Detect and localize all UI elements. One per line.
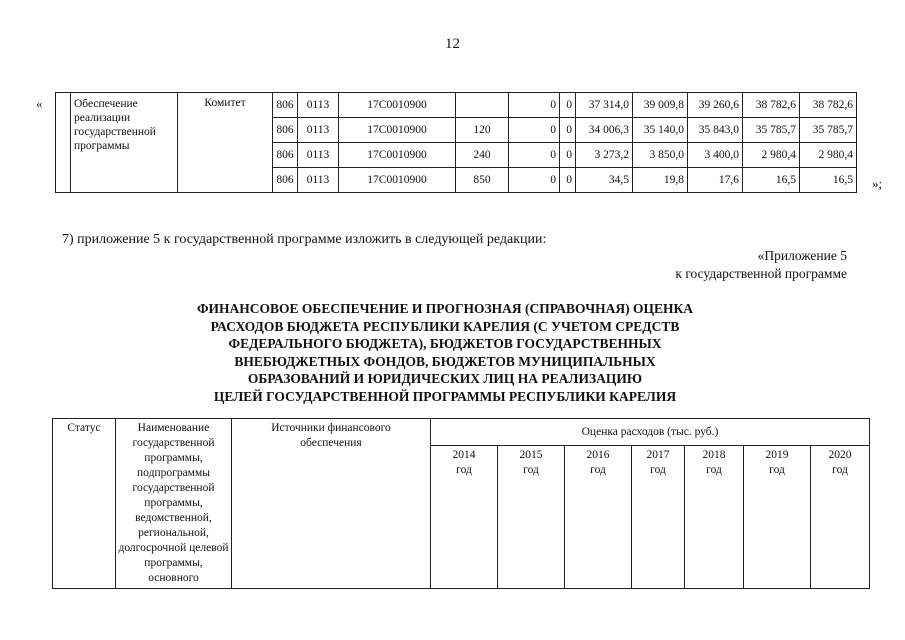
value-cell: 16,5 [743, 168, 800, 193]
year-header [565, 446, 632, 589]
title-line: ВНЕБЮДЖЕТНЫХ ФОНДОВ, БЮДЖЕТОВ МУНИЦИПАЛЬНЫХ [234, 353, 656, 369]
open-quote: « [36, 96, 43, 111]
year-header [498, 446, 565, 589]
year-number: 2020 [828, 449, 852, 461]
vr-cell [456, 93, 509, 118]
value-cell: 2 980,4 [800, 143, 857, 168]
year-header [744, 446, 811, 589]
grbs-cell: 806 [273, 93, 298, 118]
rzpr-cell: 0113 [298, 168, 339, 193]
name-header-line: ведомственной, [135, 512, 212, 524]
paragraph-7: 7) приложение 5 к государственной программе изложить в следующей редакции: [62, 232, 547, 247]
value-cell: 17,6 [688, 168, 743, 193]
year-number: 2019 [765, 449, 789, 461]
year-number: 2016 [586, 449, 610, 461]
grbs-cell: 806 [273, 143, 298, 168]
value-cell: 39 260,6 [688, 93, 743, 118]
value-cell: 38 782,6 [743, 93, 800, 118]
value-cell: 35 140,0 [633, 118, 688, 143]
status-header: Статус [53, 419, 116, 589]
vr-cell: 240 [456, 143, 509, 168]
title-line: ОБРАЗОВАНИЙ И ЮРИДИЧЕСКИХ ЛИЦ НА РЕАЛИЗАЦИЮ [247, 371, 643, 386]
estimate-header: Оценка расходов (тыс. руб.) [431, 419, 870, 446]
csr-cell: 17С0010900 [339, 118, 456, 143]
source-header-line: Источники финансового [271, 422, 391, 434]
code-cell: 0 [560, 168, 576, 193]
year-label: год [650, 464, 666, 476]
year-label: год [456, 464, 472, 476]
year-number: 2015 [519, 449, 543, 461]
year-header [811, 446, 870, 589]
value-cell: 35 785,7 [743, 118, 800, 143]
top-budget-table [55, 92, 857, 193]
table-header-row [53, 419, 870, 446]
year-number: 2018 [702, 449, 726, 461]
page-number: 12 [445, 36, 460, 52]
year-label: год [706, 464, 722, 476]
source-header-line: обеспечения [300, 437, 362, 449]
title-line: ФИНАНСОВОЕ ОБЕСПЕЧЕНИЕ И ПРОГНОЗНАЯ (СПРАВОЧНАЯ) ОЦЕНКА [196, 301, 694, 316]
value-cell: 37 314,0 [576, 93, 633, 118]
year-number: 2014 [452, 449, 476, 461]
grbs-cell: 806 [273, 168, 298, 193]
name-header-line: Наименование [137, 422, 210, 434]
value-cell: 39 009,8 [633, 93, 688, 118]
name-header-line: региональной, [138, 527, 209, 539]
year-header [685, 446, 744, 589]
appendix-subheading: к государственной программе [675, 266, 847, 281]
empty-cell [56, 93, 71, 193]
code-cell: 0 [509, 93, 560, 118]
title-line: ФЕДЕРАЛЬНОГО БЮДЖЕТА), БЮДЖЕТОВ ГОСУДАРСТВЕННЫХ [228, 336, 662, 351]
name-header [116, 419, 232, 589]
program-name-cell: Обеспечение реализации государственной программы [71, 93, 178, 193]
code-cell: 0 [509, 143, 560, 168]
name-header-line: подпрограммы [137, 467, 210, 479]
close-quote: »; [872, 176, 883, 191]
code-cell: 0 [509, 118, 560, 143]
document-title [100, 300, 790, 405]
name-header-line: программы, [144, 452, 203, 464]
appendix-heading: «Приложение 5 [757, 248, 847, 263]
rzpr-cell: 0113 [298, 118, 339, 143]
financing-table [52, 418, 870, 589]
value-cell: 3 400,0 [688, 143, 743, 168]
year-header [632, 446, 685, 589]
vr-cell: 120 [456, 118, 509, 143]
rzpr-cell: 0113 [298, 93, 339, 118]
value-cell: 3 273,2 [576, 143, 633, 168]
name-header-line: программы, основного [144, 557, 203, 584]
executor-cell: Комитет [178, 93, 273, 193]
value-cell: 3 850,0 [633, 143, 688, 168]
csr-cell: 17С0010900 [339, 168, 456, 193]
title-line: РАСХОДОВ БЮДЖЕТА РЕСПУБЛИКИ КАРЕЛИЯ (С УЧЕТОМ СРЕДСТВ [210, 318, 680, 334]
value-cell: 35 843,0 [688, 118, 743, 143]
year-label: год [523, 464, 539, 476]
name-header-line: долгосрочной целевой [118, 542, 229, 554]
value-cell: 38 782,6 [800, 93, 857, 118]
vr-cell: 850 [456, 168, 509, 193]
table-row [56, 93, 857, 118]
code-cell: 0 [560, 93, 576, 118]
name-header-line: государственной [132, 482, 215, 494]
source-header [232, 419, 431, 589]
value-cell: 16,5 [800, 168, 857, 193]
rzpr-cell: 0113 [298, 143, 339, 168]
value-cell: 34,5 [576, 168, 633, 193]
year-header [431, 446, 498, 589]
csr-cell: 17С0010900 [339, 93, 456, 118]
csr-cell: 17С0010900 [339, 143, 456, 168]
name-header-line: программы, [144, 497, 203, 509]
code-cell: 0 [509, 168, 560, 193]
title-line: ЦЕЛЕЙ ГОСУДАРСТВЕННОЙ ПРОГРАММЫ РЕСПУБЛИКИ КАРЕЛИЯ [213, 388, 677, 404]
year-label: год [590, 464, 606, 476]
value-cell: 35 785,7 [800, 118, 857, 143]
value-cell: 34 006,3 [576, 118, 633, 143]
code-cell: 0 [560, 118, 576, 143]
grbs-cell: 806 [273, 118, 298, 143]
name-header-line: государственной [132, 437, 215, 449]
year-number: 2017 [646, 449, 670, 461]
value-cell: 19,8 [633, 168, 688, 193]
value-cell: 2 980,4 [743, 143, 800, 168]
code-cell: 0 [560, 143, 576, 168]
year-label: год [832, 464, 848, 476]
year-label: год [769, 464, 785, 476]
